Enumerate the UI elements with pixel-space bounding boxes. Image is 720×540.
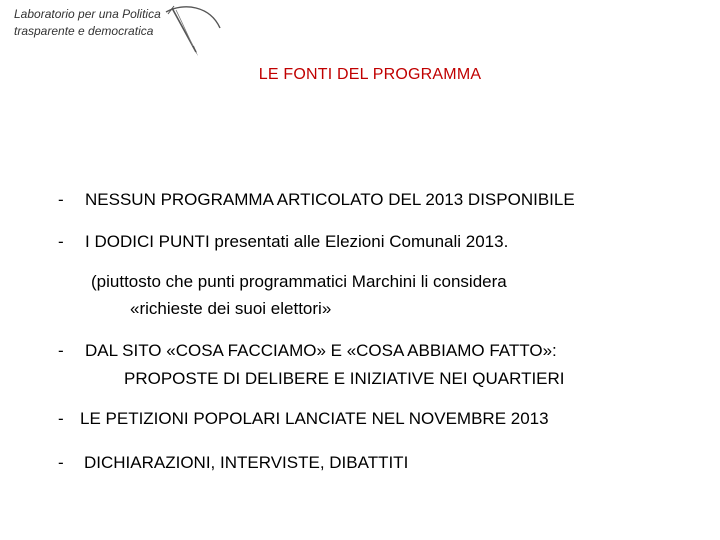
logo-text	[14, 6, 161, 40]
item-text: NESSUN PROGRAMMA ARTICOLATO DEL 2013 DISPONIBILE	[85, 190, 575, 209]
logo-line-2: trasparente e democratica	[14, 24, 154, 38]
logo-line-1: Laboratorio per una Politica	[14, 7, 161, 21]
item-text: LE PETIZIONI POPOLARI LANCIATE NEL NOVEMBRE 2013	[80, 409, 549, 428]
bullet-dash: -	[58, 190, 64, 209]
bullet-dash: -	[58, 453, 64, 472]
item-text: DAL SITO «COSA FACCIAMO» E «COSA ABBIAMO FATTO»:	[85, 341, 557, 360]
bullet-dash: -	[58, 409, 64, 428]
logo	[12, 2, 227, 60]
list-item-3	[58, 341, 557, 361]
quill-arc-icon	[162, 2, 224, 60]
list-item-4	[58, 409, 549, 429]
item-2-note-line-2: «richieste dei suoi elettori»	[130, 299, 332, 318]
item-2-note-line-1: (piuttosto che punti programmatici Marchini li considera	[91, 272, 507, 291]
item-text: I DODICI PUNTI presentati alle Elezioni Comunali 2013.	[85, 232, 509, 251]
page-title: LE FONTI DEL PROGRAMMA	[258, 66, 482, 83]
list-item-3-continuation: PROPOSTE DI DELIBERE E INIZIATIVE NEI QUARTIERI	[124, 369, 565, 388]
list-item-2	[58, 232, 508, 252]
item-text: DICHIARAZIONI, INTERVISTE, DIBATTITI	[84, 453, 409, 472]
list-item-5	[58, 453, 408, 473]
list-item-1	[58, 190, 575, 210]
bullet-dash: -	[58, 232, 64, 251]
bullet-dash: -	[58, 341, 64, 360]
